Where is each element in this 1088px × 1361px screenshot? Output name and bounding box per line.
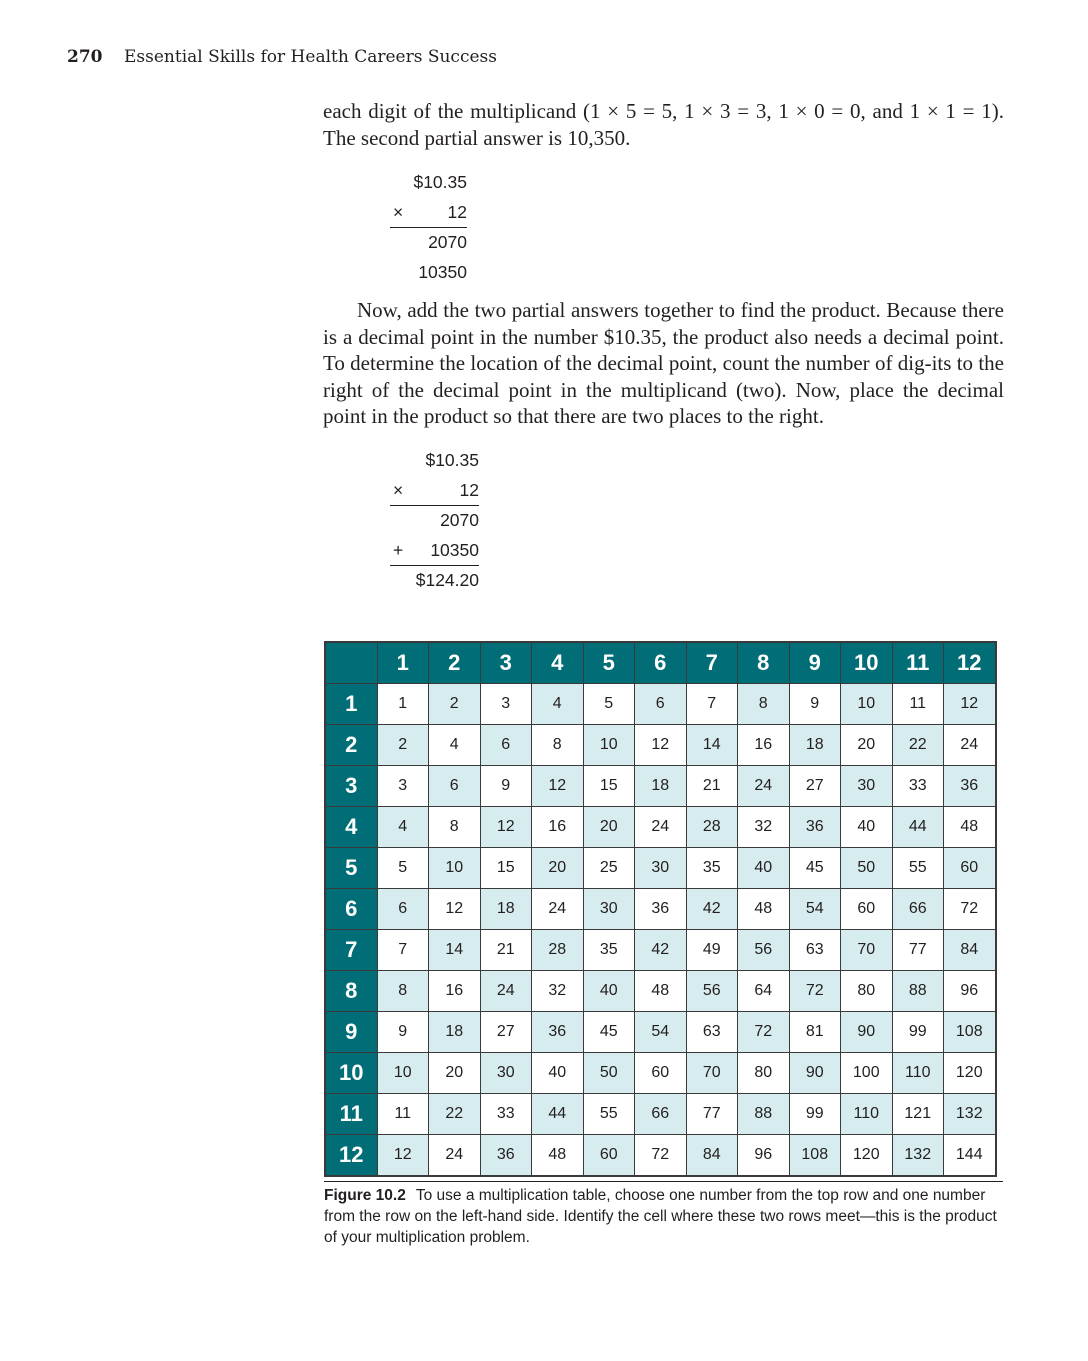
multiplication-example-2 xyxy=(390,446,479,596)
paragraph-partial-answer xyxy=(323,98,1004,151)
product-cell: 70 xyxy=(841,930,893,971)
product-cell: 88 xyxy=(738,1094,790,1135)
product-cell: 108 xyxy=(944,1012,996,1053)
product-cell: 44 xyxy=(532,1094,584,1135)
running-head xyxy=(67,47,497,67)
product-cell: 4 xyxy=(377,807,429,848)
column-header: 12 xyxy=(944,642,996,684)
product-cell: 99 xyxy=(892,1012,944,1053)
product-cell: 77 xyxy=(892,930,944,971)
table-row xyxy=(325,807,996,848)
product-cell: 16 xyxy=(738,725,790,766)
product-cell: 18 xyxy=(789,725,841,766)
page-number: 270 xyxy=(67,47,103,67)
product-cell: 60 xyxy=(635,1053,687,1094)
product-cell: 15 xyxy=(480,848,532,889)
product-cell: 24 xyxy=(480,971,532,1012)
table-row xyxy=(325,889,996,930)
product-cell: 21 xyxy=(686,766,738,807)
multiplicand: $10.35 xyxy=(425,450,479,470)
product-cell: 10 xyxy=(583,725,635,766)
product-cell: 6 xyxy=(635,684,687,725)
product-cell: 10 xyxy=(429,848,481,889)
product-cell: 80 xyxy=(738,1053,790,1094)
partial-answer-2: 10350 xyxy=(430,539,479,560)
figure-caption-text: To use a multiplication table, choose one number from the top row and one number from the row on the left-hand side. Identify the cell where these two rows meet—this is the product of your multiplication problem. xyxy=(324,1187,997,1246)
product-cell: 99 xyxy=(789,1094,841,1135)
product-cell: 2 xyxy=(429,684,481,725)
product-cell: 28 xyxy=(532,930,584,971)
product-cell: 25 xyxy=(583,848,635,889)
caption-divider xyxy=(324,1181,1003,1182)
row-header: 8 xyxy=(325,971,377,1012)
row-header: 10 xyxy=(325,1053,377,1094)
product-cell: 66 xyxy=(635,1094,687,1135)
product-cell: 63 xyxy=(789,930,841,971)
multiplicand: $10.35 xyxy=(413,172,467,192)
product-cell: 11 xyxy=(377,1094,429,1135)
product-cell: 100 xyxy=(841,1053,893,1094)
product-cell: 64 xyxy=(738,971,790,1012)
product-cell: 120 xyxy=(944,1053,996,1094)
product-cell: 96 xyxy=(944,971,996,1012)
product-cell: 36 xyxy=(532,1012,584,1053)
product-cell: 108 xyxy=(789,1135,841,1177)
table-row xyxy=(325,971,996,1012)
product-cell: 30 xyxy=(841,766,893,807)
product-cell: 3 xyxy=(377,766,429,807)
product-cell: 6 xyxy=(480,725,532,766)
table-row xyxy=(325,848,996,889)
product-cell: 36 xyxy=(480,1135,532,1177)
partial-answer-2-row xyxy=(390,536,479,566)
product-cell: 7 xyxy=(377,930,429,971)
product-cell: 48 xyxy=(635,971,687,1012)
column-header: 11 xyxy=(892,642,944,684)
product-cell: 14 xyxy=(429,930,481,971)
multiplier: 12 xyxy=(447,201,467,222)
row-header: 9 xyxy=(325,1012,377,1053)
product-cell: 96 xyxy=(738,1135,790,1177)
product-cell: 1 xyxy=(377,684,429,725)
product-cell: 8 xyxy=(429,807,481,848)
product-cell: 121 xyxy=(892,1094,944,1135)
row-header: 2 xyxy=(325,725,377,766)
product-cell: 8 xyxy=(377,971,429,1012)
product-cell: 48 xyxy=(738,889,790,930)
product-cell: 5 xyxy=(377,848,429,889)
product-cell: 18 xyxy=(480,889,532,930)
column-header: 4 xyxy=(532,642,584,684)
product-cell: 11 xyxy=(892,684,944,725)
product-cell: 36 xyxy=(789,807,841,848)
column-header: 8 xyxy=(738,642,790,684)
table-corner-cell xyxy=(325,642,377,684)
product-cell: 56 xyxy=(686,971,738,1012)
product-cell: 6 xyxy=(429,766,481,807)
product-cell: 50 xyxy=(583,1053,635,1094)
product-cell: 72 xyxy=(789,971,841,1012)
table-header-row xyxy=(325,642,996,684)
product-cell: 40 xyxy=(532,1053,584,1094)
product-cell: 18 xyxy=(429,1012,481,1053)
product-cell: 72 xyxy=(635,1135,687,1177)
row-header: 7 xyxy=(325,930,377,971)
times-sign: × xyxy=(393,479,404,500)
product-cell: 33 xyxy=(480,1094,532,1135)
product-cell: 44 xyxy=(892,807,944,848)
product-cell: 8 xyxy=(738,684,790,725)
column-header: 10 xyxy=(841,642,893,684)
table-row xyxy=(325,1094,996,1135)
product-cell: 60 xyxy=(944,848,996,889)
product-cell: 12 xyxy=(429,889,481,930)
table-body xyxy=(325,684,996,1177)
times-sign: × xyxy=(393,201,404,222)
row-header: 3 xyxy=(325,766,377,807)
product-cell: 60 xyxy=(583,1135,635,1177)
product-cell: 12 xyxy=(377,1135,429,1177)
table-row xyxy=(325,684,996,725)
product-cell: 90 xyxy=(841,1012,893,1053)
product-cell: 77 xyxy=(686,1094,738,1135)
column-header: 1 xyxy=(377,642,429,684)
product-cell: 5 xyxy=(583,684,635,725)
product-cell: 20 xyxy=(583,807,635,848)
product-cell: 28 xyxy=(686,807,738,848)
product-cell: 48 xyxy=(532,1135,584,1177)
product-cell: 30 xyxy=(635,848,687,889)
product-cell: 35 xyxy=(583,930,635,971)
product-cell: 32 xyxy=(738,807,790,848)
product-cell: 16 xyxy=(532,807,584,848)
product-cell: 20 xyxy=(532,848,584,889)
product-cell: 36 xyxy=(635,889,687,930)
product-cell: 132 xyxy=(892,1135,944,1177)
product-cell: 66 xyxy=(892,889,944,930)
product-cell: 7 xyxy=(686,684,738,725)
figure-caption xyxy=(324,1186,1004,1248)
product-cell: 63 xyxy=(686,1012,738,1053)
multiplier: 12 xyxy=(459,479,479,500)
product-cell: 72 xyxy=(738,1012,790,1053)
column-header: 6 xyxy=(635,642,687,684)
product-cell: 81 xyxy=(789,1012,841,1053)
product-cell: 20 xyxy=(841,725,893,766)
product-cell: 12 xyxy=(532,766,584,807)
product-cell: 21 xyxy=(480,930,532,971)
product-cell: 84 xyxy=(686,1135,738,1177)
product-cell: 27 xyxy=(480,1012,532,1053)
product-cell: 45 xyxy=(583,1012,635,1053)
product-cell: 72 xyxy=(944,889,996,930)
product-cell: 30 xyxy=(480,1053,532,1094)
product-cell: 49 xyxy=(686,930,738,971)
product-cell: 9 xyxy=(480,766,532,807)
paragraph-add-partials: Now, add the two partial answers together to find the product. Because there is a decimal point in the number $10.35, the product also needs a decimal point. To determine the location of the decimal point, count the number of dig-its to the right of the decimal point in the multiplicand (two). Now, place the decimal point in the product so that there are two places to the right. xyxy=(323,298,1004,428)
table-row xyxy=(325,1053,996,1094)
product-cell: 120 xyxy=(841,1135,893,1177)
multiplier-row xyxy=(390,198,467,228)
product-cell: 10 xyxy=(377,1053,429,1094)
product-cell: 22 xyxy=(892,725,944,766)
row-header: 6 xyxy=(325,889,377,930)
book-title: Essential Skills for Health Careers Success xyxy=(124,47,497,67)
paragraph-line: The second partial answer is 10,350. xyxy=(323,125,631,150)
product-cell: 54 xyxy=(789,889,841,930)
partial-answer-1: 2070 xyxy=(390,227,467,258)
product-cell: 22 xyxy=(429,1094,481,1135)
product-cell: 88 xyxy=(892,971,944,1012)
product-cell: 12 xyxy=(480,807,532,848)
product-cell: 50 xyxy=(841,848,893,889)
table-row xyxy=(325,930,996,971)
product-cell: 42 xyxy=(635,930,687,971)
product-cell: 9 xyxy=(377,1012,429,1053)
product-cell: 90 xyxy=(789,1053,841,1094)
product-cell: 24 xyxy=(532,889,584,930)
product-cell: 6 xyxy=(377,889,429,930)
row-header: 4 xyxy=(325,807,377,848)
partial-answer-1: 2070 xyxy=(390,505,479,536)
product: $124.20 xyxy=(390,565,479,596)
product-cell: 36 xyxy=(944,766,996,807)
product-cell: 48 xyxy=(944,807,996,848)
row-header: 12 xyxy=(325,1135,377,1177)
row-header: 11 xyxy=(325,1094,377,1135)
product-cell: 56 xyxy=(738,930,790,971)
product-cell: 10 xyxy=(841,684,893,725)
partial-answer-2: 10350 xyxy=(418,261,467,282)
product-cell: 84 xyxy=(944,930,996,971)
multiplier-row xyxy=(390,476,479,506)
product-cell: 60 xyxy=(841,889,893,930)
product-cell: 24 xyxy=(635,807,687,848)
product-cell: 144 xyxy=(944,1135,996,1177)
product-cell: 40 xyxy=(841,807,893,848)
product-cell: 132 xyxy=(944,1094,996,1135)
product-cell: 4 xyxy=(532,684,584,725)
column-header: 3 xyxy=(480,642,532,684)
product-cell: 40 xyxy=(583,971,635,1012)
product-cell: 8 xyxy=(532,725,584,766)
plus-sign: + xyxy=(393,539,404,560)
product-cell: 80 xyxy=(841,971,893,1012)
product-cell: 110 xyxy=(841,1094,893,1135)
product-cell: 9 xyxy=(789,684,841,725)
product-cell: 54 xyxy=(635,1012,687,1053)
table-row xyxy=(325,1012,996,1053)
column-header: 7 xyxy=(686,642,738,684)
product-cell: 24 xyxy=(738,766,790,807)
product-cell: 12 xyxy=(944,684,996,725)
product-cell: 24 xyxy=(944,725,996,766)
product-cell: 15 xyxy=(583,766,635,807)
product-cell: 20 xyxy=(429,1053,481,1094)
product-cell: 3 xyxy=(480,684,532,725)
product-cell: 70 xyxy=(686,1053,738,1094)
product-cell: 33 xyxy=(892,766,944,807)
multiplication-example-1 xyxy=(390,168,467,287)
product-cell: 14 xyxy=(686,725,738,766)
column-header: 5 xyxy=(583,642,635,684)
row-header: 1 xyxy=(325,684,377,725)
product-cell: 35 xyxy=(686,848,738,889)
product-cell: 55 xyxy=(583,1094,635,1135)
product-cell: 27 xyxy=(789,766,841,807)
product-cell: 4 xyxy=(429,725,481,766)
table-row xyxy=(325,725,996,766)
product-cell: 18 xyxy=(635,766,687,807)
product-cell: 55 xyxy=(892,848,944,889)
table-row xyxy=(325,1135,996,1177)
table-row xyxy=(325,766,996,807)
product-cell: 110 xyxy=(892,1053,944,1094)
product-cell: 30 xyxy=(583,889,635,930)
product-cell: 42 xyxy=(686,889,738,930)
product-cell: 45 xyxy=(789,848,841,889)
figure-label: Figure 10.2 xyxy=(324,1187,406,1204)
product-cell: 12 xyxy=(635,725,687,766)
product-cell: 16 xyxy=(429,971,481,1012)
multiplication-table xyxy=(324,641,997,1177)
row-header: 5 xyxy=(325,848,377,889)
column-header: 9 xyxy=(789,642,841,684)
product-cell: 40 xyxy=(738,848,790,889)
paragraph-line: each digit of the multiplicand (1 × 5 = 5, 1 × 3 = 3, 1 × 0 = 0, and 1 × 1 = 1). xyxy=(323,99,1004,123)
column-header: 2 xyxy=(429,642,481,684)
product-cell: 32 xyxy=(532,971,584,1012)
product-cell: 24 xyxy=(429,1135,481,1177)
product-cell: 2 xyxy=(377,725,429,766)
